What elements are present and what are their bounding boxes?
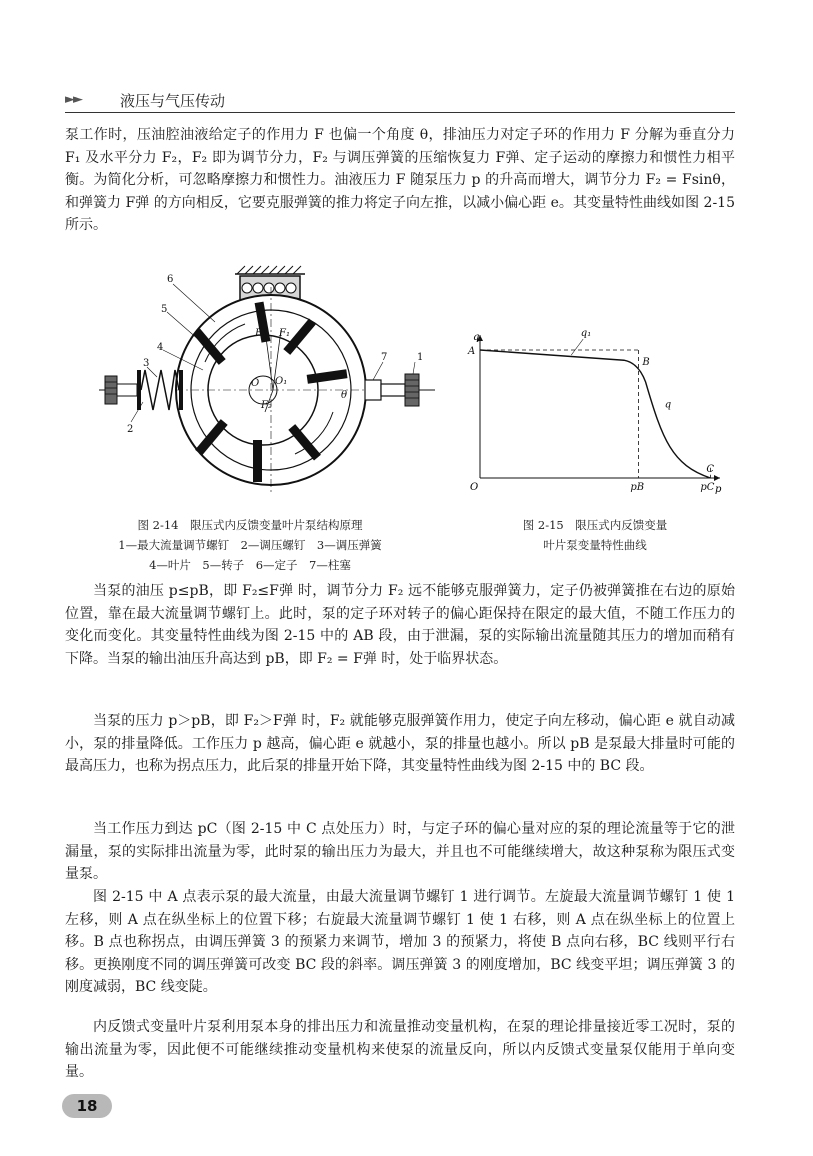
x-axis-label: p bbox=[715, 484, 722, 495]
paragraph-2: 当泵的油压 p≤pB，即 F₂≤F弹 时，调节分力 F₂ 远不能够克服弹簧力，定子仍被弹簧推在右边的原始位置，靠在最大流量调节螺钉上。此时，泵的定子环对转子的偏心距保持在限定的最大值，不随工作压力的变化而变化。其变量特性曲线为图 2-15 中的 AB 段，由于泄漏，泵的实际输出流量随其压力的增加而稍有下降。当泵的输出油压升高达到 pB，即 F₂ = F弹 时，处于临界状态。 bbox=[65, 583, 735, 667]
label-3: 3 bbox=[143, 358, 150, 369]
tick-pC-label: pC bbox=[700, 482, 715, 493]
point-C-label: C bbox=[706, 464, 715, 475]
figure-2-15-chart bbox=[465, 330, 730, 495]
label-1: 1 bbox=[417, 352, 424, 363]
paragraph-4: 当工作压力到达 pC（图 2-15 中 C 点处压力）时，与定子环的偏心量对应的泵的理论流量等于它的泄漏量，泵的实际排出流量为零，此时泵的输出压力为最大，并且也不可能继续增大，故这种泵称为限压式变量泵。 bbox=[65, 821, 735, 882]
figure-2-14-caption bbox=[100, 515, 400, 575]
series-q-curve bbox=[480, 350, 710, 478]
figure-2-14-caption-line2: 1—最大流量调节螺钉 2—调压螺钉 3—调压弹簧 bbox=[118, 538, 382, 552]
figure-2-14-caption-title: 图 2-14 限压式内反馈变量叶片泵结构原理 bbox=[137, 518, 363, 532]
curve-q-label: q bbox=[664, 399, 672, 411]
paragraph-1: 泵工作时，压油腔油液给定子的作用力 F 也偏一个角度 θ，排油压力对定子环的作用力 F 分解为垂直分力 F₁ 及水平分力 F₂，F₂ 即为调节分力，F₂ 与调压弹簧的压缩恢复力 F弹、定子运动的摩擦力和惯性力相平衡。为简化分析，可忽略摩擦力和惯性力。油液压力 F 随泵压力 p 的升高而增大，调节分力 F₂ = Fsinθ，和弹簧力 F弹 的方向相反，它要克服弹簧的推力将定子向左推，以减小偏心距 e。其变量特性曲线如图 2-15 所示。 bbox=[65, 127, 735, 233]
page-number: 18 bbox=[62, 1094, 112, 1118]
y-axis-label: q bbox=[473, 332, 480, 343]
label-4: 4 bbox=[157, 342, 164, 353]
curve-q1-label: q₁ bbox=[580, 330, 592, 339]
tick-pB-label: pB bbox=[630, 482, 645, 493]
figure-2-15-caption bbox=[470, 515, 720, 555]
running-header bbox=[65, 90, 735, 114]
label-F1: F₁ bbox=[279, 328, 290, 339]
figure-2-14-caption-line3: 4—叶片 5—转子 6—定子 7—柱塞 bbox=[149, 558, 351, 572]
figure-2-15-caption-line2: 叶片泵变量特性曲线 bbox=[543, 538, 647, 552]
header-rule bbox=[65, 112, 735, 113]
label-theta: θ bbox=[341, 390, 348, 401]
paragraph-5: 图 2-15 中 A 点表示泵的最大流量，由最大流量调节螺钉 1 进行调节。左旋最大流量调节螺钉 1 使 1 左移，则 A 点在纵坐标上的位置下移；右旋最大流量调节螺钉 1 使 1 右移，则 A 点在纵坐标上的位置上移。B 点也称拐点，由调压弹簧 3 的预紧力来调节，增加 3 的预紧力，将使 B 点向右移，BC 线则平行右移。更换刚度不同的调压弹簧可改变 BC 段的斜率。调压弹簧 3 的刚度增加，BC 线变平坦；调压弹簧 3 的刚度减弱，BC 线变陡。 bbox=[65, 889, 735, 995]
label-F2: F₂ bbox=[261, 400, 272, 411]
header-arrows: ►► bbox=[65, 92, 81, 107]
paragraph-6: 内反馈式变量叶片泵利用泵本身的排出压力和流量推动变量机构，在泵的理论排量接近零工况时，泵的输出流量为零，因此便不可能继续推动变量机构来使泵的流量反向，所以内反馈式变量泵仅能用于单向变量。 bbox=[65, 1019, 735, 1080]
origin-label: O bbox=[470, 482, 479, 493]
label-O1: O₁ bbox=[275, 376, 288, 387]
label-5: 5 bbox=[161, 304, 168, 315]
figure-2-15-caption-line1: 图 2-15 限压式内反馈变量 bbox=[522, 518, 668, 532]
label-6: 6 bbox=[167, 274, 174, 285]
label-O: O bbox=[251, 378, 260, 389]
label-2: 2 bbox=[127, 424, 134, 435]
paragraph-3: 当泵的压力 p＞pB，即 F₂＞F弹 时，F₂ 就能够克服弹簧作用力，使定子向左移动，偏心距 e 就自动减小，泵的排量降低。工作压力 p 越高，偏心距 e 就越小，泵的排量也越小。所以 pB 是泵最大排量时可能的最高压力，也称为拐点压力，此后泵的排量开始下降，其变量特性曲线为图 2-15 中的 BC 段。 bbox=[65, 713, 735, 774]
curve-q1-leader bbox=[571, 339, 583, 355]
point-A-label: A bbox=[468, 346, 476, 357]
label-7: 7 bbox=[381, 352, 388, 363]
label-F: F bbox=[255, 328, 262, 339]
figure-2-14-diagram bbox=[95, 262, 440, 507]
point-B-label: B bbox=[642, 356, 650, 368]
book-title: 液压与气压传动 bbox=[120, 92, 226, 110]
